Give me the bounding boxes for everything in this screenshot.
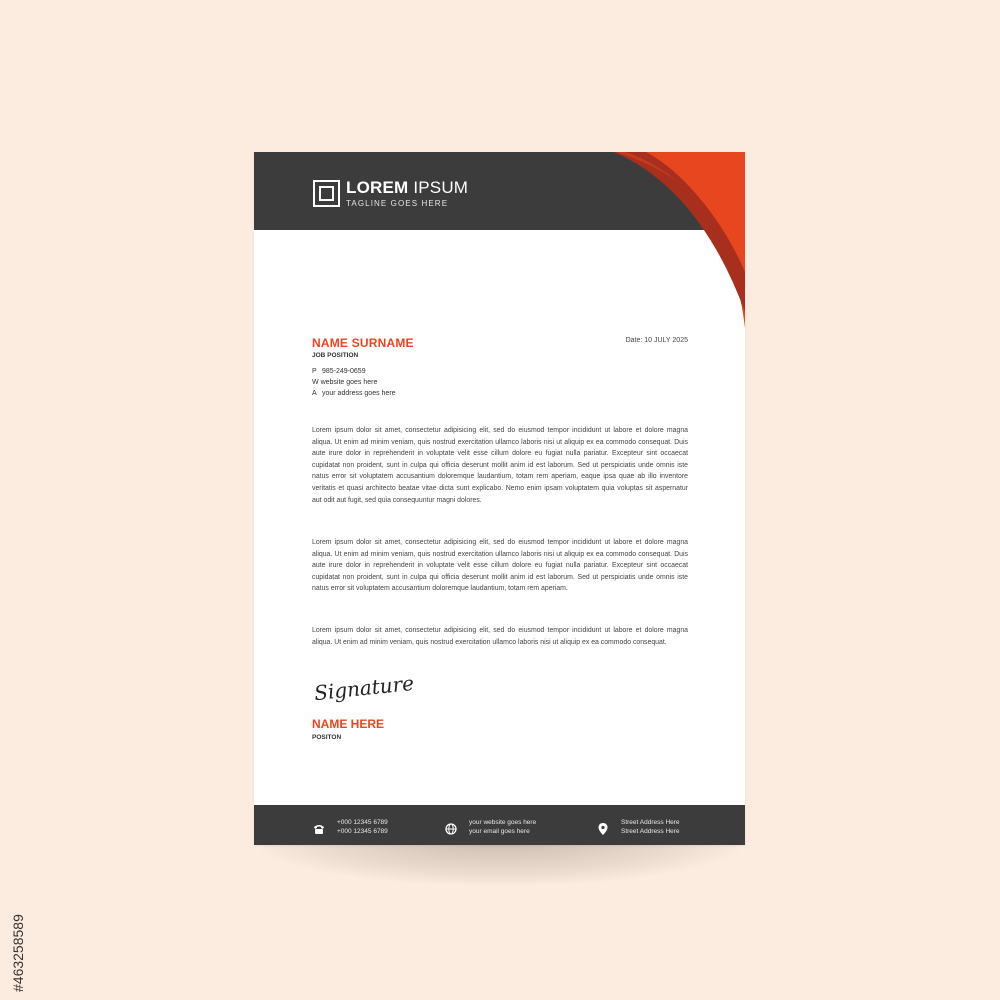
brand-tagline: TAGLINE GOES HERE bbox=[346, 199, 449, 208]
sender-address: A your address goes here bbox=[312, 390, 396, 397]
body-paragraph-1: Lorem ipsum dolor sit amet, consectetur adipisicing elit, sed do eiusmod tempor incididunt ut labore et dolore magna aliqua. Ut enim ad minim veniam, quis nostrud exercitation ullamco laboris nisi ut aliquip ex ea commodo consequat. Duis aute irure dolor in reprehenderit in voluptate velit esse cillum dolore eu fugiat nulla pariatur. Excepteur sint occaecat cupidatat non proident, sunt in culpa qui officia deserunt mollit anim id est laborum. Sed ut perspiciatis unde omnis iste natus error sit voluptatem accusantium doloremque laudantium, totam rem aperiam, eaque ipsa quae ab illo inventore veritatis et quasi architecto beatae vitae dicta sunt explicabo. Nemo enim ipsam voluptatem quia voluptas sit aspernatur aut odit aut fugit, sed quia consequuntur magni dolores. bbox=[312, 427, 688, 504]
sender-block bbox=[312, 336, 414, 399]
signer-name: NAME HERE bbox=[312, 717, 385, 731]
brand-logo bbox=[313, 179, 468, 208]
phone-icon bbox=[313, 822, 325, 834]
letterhead-page bbox=[254, 152, 745, 845]
sender-name: NAME SURNAME bbox=[312, 336, 414, 350]
footer-phone: +000 12345 6789 +000 12345 6789 bbox=[313, 819, 388, 836]
globe-icon bbox=[445, 822, 457, 834]
sender-contact bbox=[312, 366, 414, 399]
signer-position: POSITON bbox=[312, 734, 342, 741]
stock-id-label: #463258589 bbox=[10, 914, 26, 992]
footer-address: Street Address Here Street Address Here bbox=[597, 819, 680, 836]
brand-title: LOREM IPSUM bbox=[346, 178, 469, 197]
letter-date: Date: 10 JULY 2025 bbox=[625, 337, 688, 344]
location-pin-icon bbox=[597, 822, 609, 834]
body-paragraph-3: Lorem ipsum dolor sit amet, consectetur adipisicing elit, sed do eiusmod tempor incididunt ut labore et dolore magna aliqua. Ut enim ad minim veniam, quis nostrud exercitation ullamco laboris nisi ut aliquip ex ea commodo consequat. bbox=[312, 627, 688, 646]
sender-job: JOB POSITION bbox=[312, 352, 359, 359]
square-logo-icon bbox=[313, 180, 340, 207]
footer-band bbox=[254, 805, 745, 845]
sender-web: W website goes here bbox=[312, 379, 378, 386]
footer-web: your website goes here your email goes here bbox=[445, 819, 536, 836]
sender-phone: P 985-249-0659 bbox=[312, 368, 366, 375]
body-paragraph-2: Lorem ipsum dolor sit amet, consectetur adipisicing elit, sed do eiusmod tempor incididunt ut labore et dolore magna aliqua. Ut enim ad minim veniam, quis nostrud exercitation ullamco laboris nisi ut aliquip ex ea commodo consequat. Duis aute irure dolor in reprehenderit in voluptate velit esse cillum dolore eu fugiat nulla pariatur. Excepteur sint occaecat cupidatat non proident, sunt in culpa qui officia deserunt mollit anim id est laborum. Sed ut perspiciatis unde omnis iste natus error sit voluptatem accusantium doloremque laudantium, totam rem aperiam. bbox=[312, 539, 688, 593]
signature-script: Signature bbox=[313, 670, 416, 706]
